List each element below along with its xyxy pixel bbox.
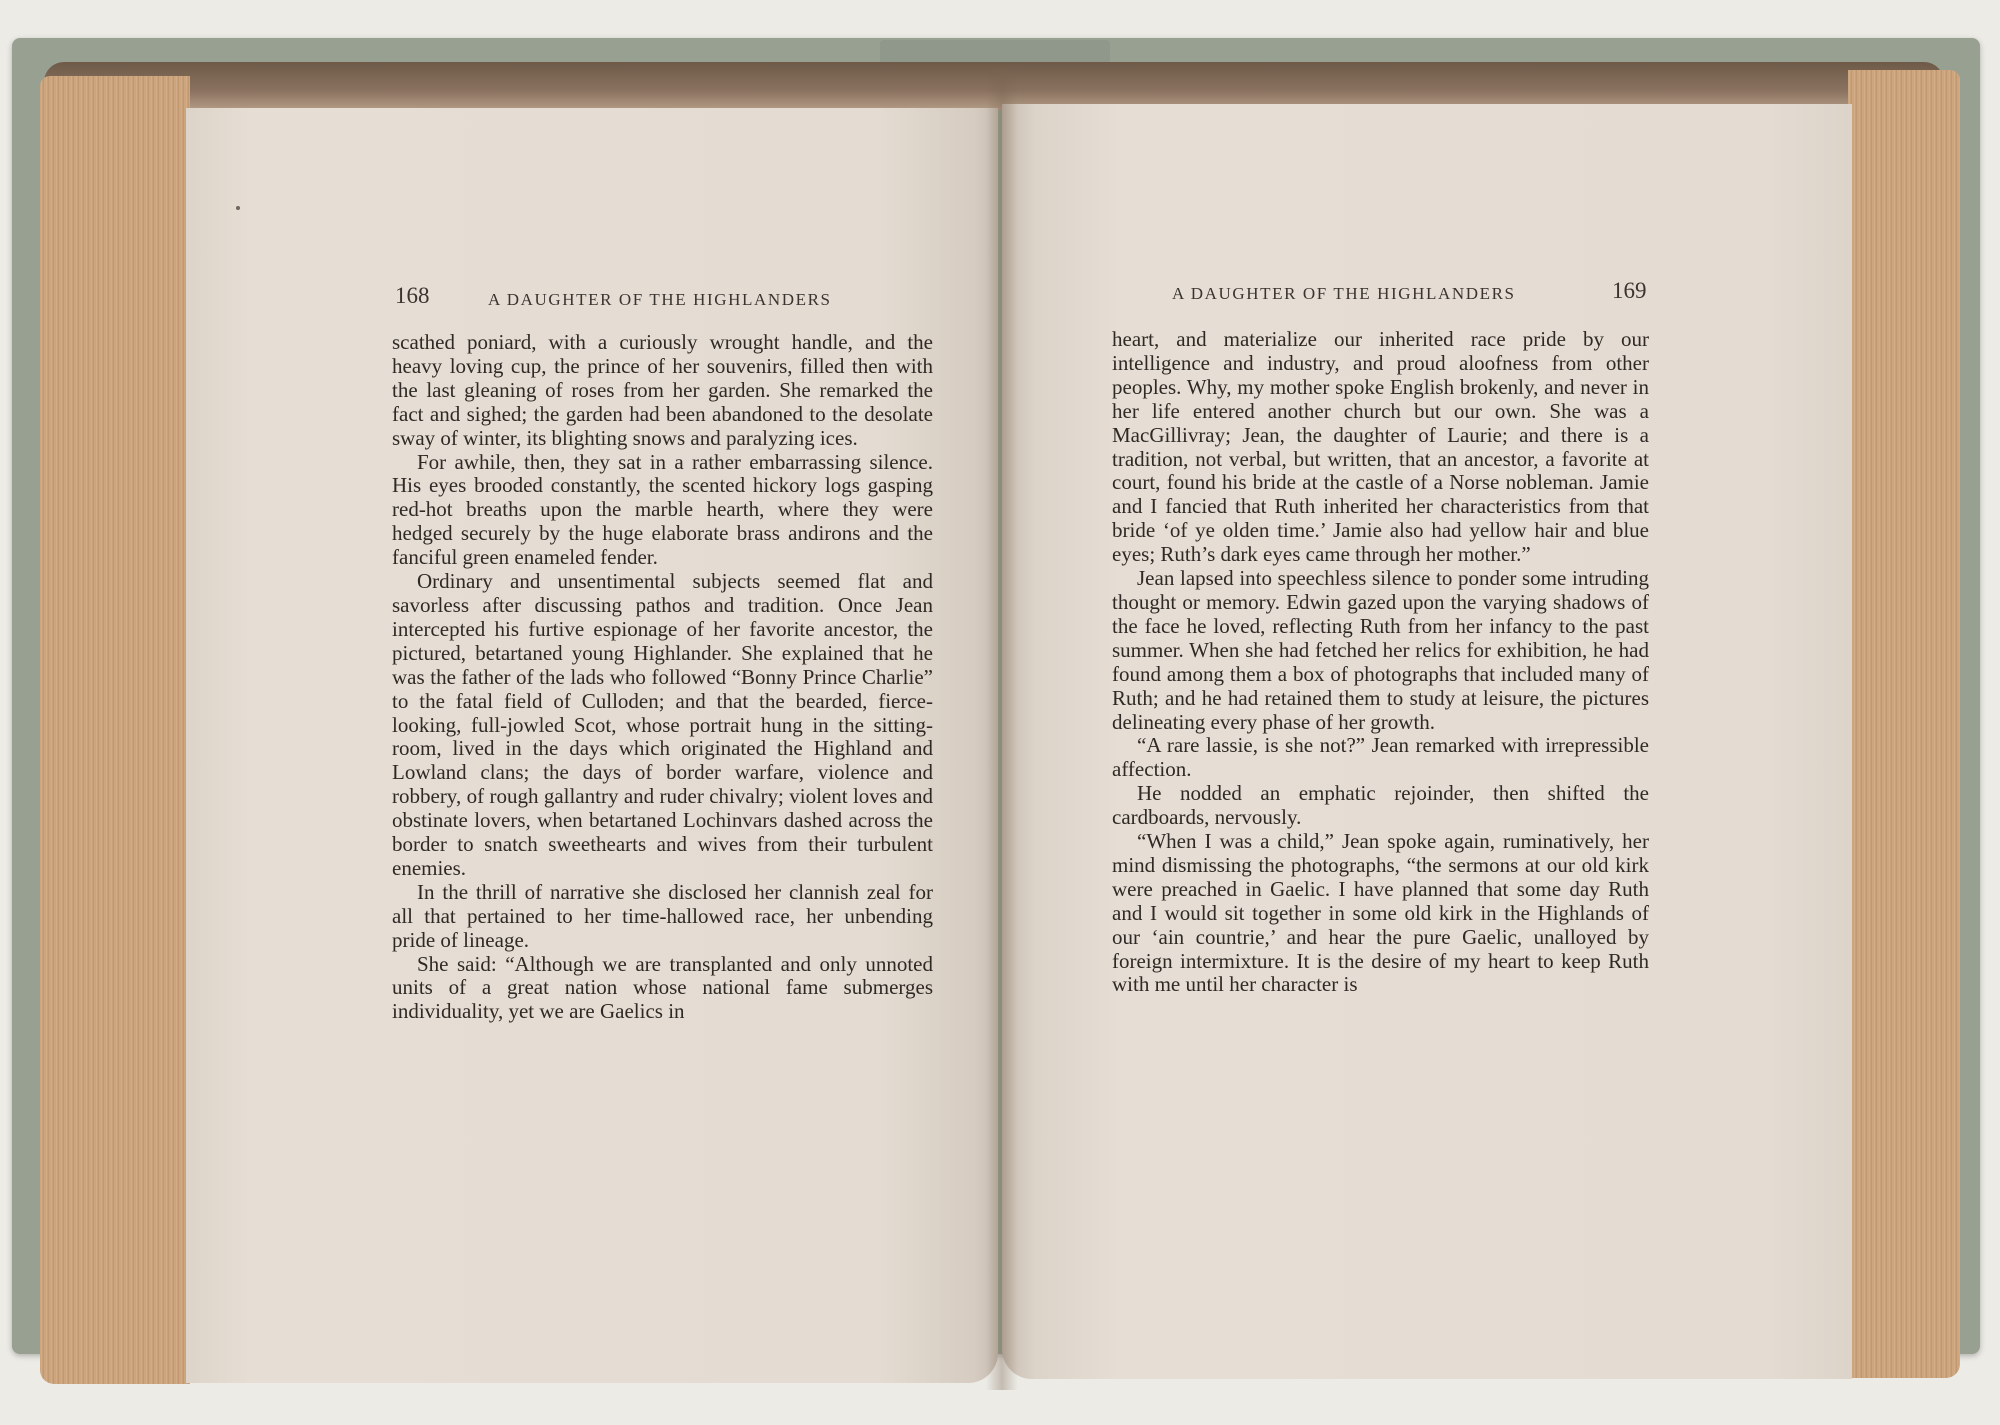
page-block-left-edge — [40, 76, 190, 1384]
paragraph: She said: “Although we are transplanted and only unnoted units of a great nation whose national fame submerges individuality, yet we are Gaelics in — [392, 951, 933, 1024]
right-running-head: A DAUGHTER OF THE HIGHLANDERS — [1172, 284, 1516, 303]
paragraph: For awhile, then, they sat in a rather embarrassing silence. His eyes brooded constantly, the scented hickory logs gasping red-hot breaths upon the marble hearth, where they were hedged securely by the huge elaborate brass andirons and the fanciful green enameled fender. — [392, 449, 933, 570]
paragraph: scathed poniard, with a curiously wrought handle, and the heavy loving cup, the prince of her souvenirs, filled then with the last gleaning of roses from her garden. She remarked the fact and sighed; the garden had been abandoned to the desolate sway of winter, its blighting snows and paralyzing ices. — [392, 330, 933, 450]
right-page-number: 169 — [1612, 278, 1647, 303]
left-running-head: A DAUGHTER OF THE HIGHLANDERS — [488, 290, 832, 309]
paragraph: “When I was a child,” Jean spoke again, ruminatively, her mind dismissing the photographs, “the sermons at our old kirk were preached in Gaelic. I have planned that some day Ruth and I would sit together in some old kirk in the Highlands of our ‘ain countrie,’ and hear the pure Gaelic, unalloyed by foreign intermixture. It is the desire of my heart to keep Ruth with me until her character is — [1112, 829, 1649, 997]
paragraph: He nodded an emphatic rejoinder, then shifted the cardboards, nervously. — [1112, 781, 1649, 830]
book-gutter — [986, 70, 1018, 1390]
left-page-body — [392, 331, 933, 1024]
page-block-right-edge — [1848, 70, 1960, 1378]
paragraph: heart, and materialize our inherited race pride by our intelligence and industry, and proud aloofness from other peoples. Why, my mother spoke English brokenly, and never in her life entered another church but our own. She was a MacGillivray; Jean, the daughter of Laurie; and there is a tradition, not verbal, but written, that an ancestor, a favorite at court, found his bride at the castle of a Norse nobleman. Jamie and I fancied that Ruth inherited her characteristics from that bride ‘of ye olden time.’ Jamie also had yellow hair and blue eyes; Ruth’s dark eyes came through her mother.” — [1112, 327, 1649, 567]
paragraph: “A rare lassie, is she not?” Jean remarked with irrepressible affection. — [1112, 733, 1649, 782]
paragraph: Ordinary and unsentimental subjects seemed flat and savorless after discussing pathos and tradition. Once Jean intercepted his furtive espionage of her favorite ancestor, the pictured, betartaned young Highlander. She explained that he was the father of the lads who followed “Bonny Prince Charlie” to the fatal field of Culloden; and that the bearded, fierce-looking, full-jowled Scot, whose portrait hung in the sitting-room, lived in the days which originated the Highland and Lowland clans; the days of border warfare, violence and robbery, of rough gallantry and ruder chivalry; violent loves and obstinate lovers, when betartaned Lochinvars dashed across the border to snatch sweethearts and wives from their turbulent enemies. — [392, 569, 933, 880]
left-page-number: 168 — [395, 283, 430, 308]
page-speck — [236, 206, 240, 210]
right-page-body — [1112, 328, 1649, 997]
paragraph: Jean lapsed into speechless silence to ponder some intruding thought or memory. Edwin gazed upon the varying shadows of the face he loved, reflecting Ruth from her infancy to the past summer. When she had fetched her relics for exhibition, he had found among them a box of photographs that included many of Ruth; and he had retained them to study at leisure, the pictures delineating every phase of her growth. — [1112, 566, 1649, 734]
paragraph: In the thrill of narrative she disclosed her clannish zeal for all that pertained to her time-hallowed race, her unbending pride of lineage. — [392, 879, 933, 952]
